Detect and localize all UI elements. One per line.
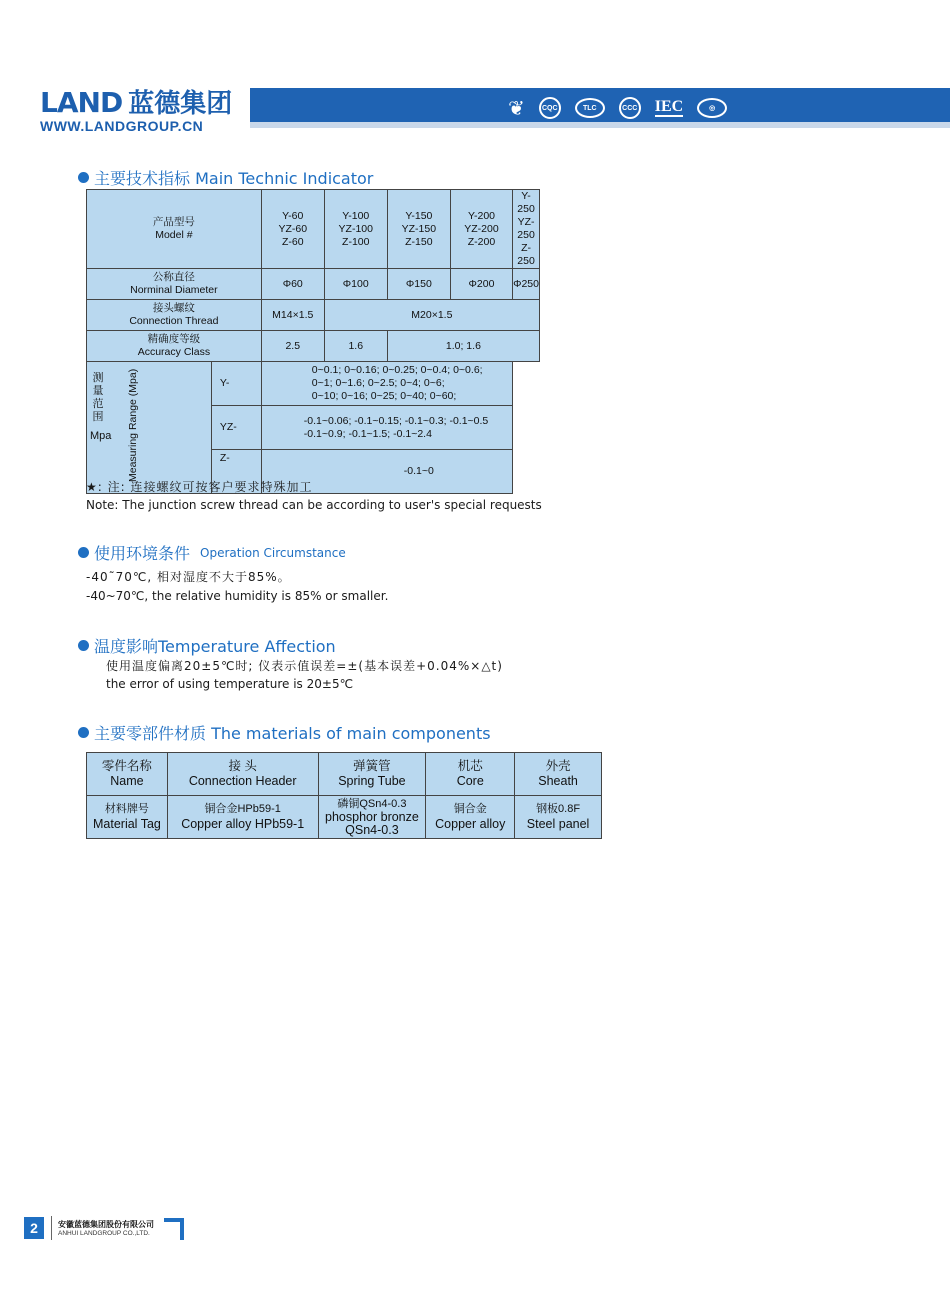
iec-icon: IEC [654,98,684,115]
logo-land: LAND [40,86,123,119]
section-title-materials: 主要零部件材质 The materials of main components [78,721,491,744]
range-label-yz: YZ- [211,406,261,450]
range-en: Measuring Range (Mpa) [127,368,139,482]
materials-table [86,752,602,839]
technic-table [86,189,540,494]
thread-cell: M20×1.5 [324,300,539,331]
range-unit: Mpa [90,430,112,442]
tlc-icon: TLC [575,98,605,118]
bullet-icon [78,547,89,558]
logo [40,88,232,119]
note-cn: ★: 注: 连接螺纹可按客户要求特殊加工 [86,480,313,494]
model-cell: Y-60 YZ-60 Z-60 [261,190,324,269]
ccc-icon: CCC [619,97,641,119]
footer-company-en: ANHUI LANDGROUP CO.,LTD. [58,1230,150,1237]
header-cell: 弹簧管 Spring Tube [318,753,426,796]
cqc-icon: CQC [539,97,561,119]
temperature-cn: 使用温度偏离20±5℃时; 仪表示值误差=±(基本误差+0.04%×△t) [106,659,503,673]
table-row [87,300,540,331]
corner-mark-icon [164,1218,184,1240]
diameter-cell: Φ100 [324,269,387,300]
model-cell: Y-100 YZ-100 Z-100 [324,190,387,269]
material-cell: 铜合金 Copper alloy [426,796,515,839]
table-row [87,190,540,269]
model-header: 产品型号 Model # [87,190,262,269]
material-cell: 材料牌号 Material Tag [87,796,168,839]
header-cell: 机芯 Core [426,753,515,796]
website-url: WWW.LANDGROUP.CN [40,118,204,134]
diameter-cell: Φ150 [387,269,450,300]
bullet-icon [78,172,89,183]
cert-seal-icon: ◎ [697,98,727,118]
thread-cell: M14×1.5 [261,300,324,331]
range-label-z: Z- [211,450,261,494]
logo-cn: 蓝德集团 [128,89,233,119]
note-en: Note: The junction screw thread can be according to user's special requests [86,498,542,512]
table-row [87,753,602,796]
section-title-technic: 主要技术指标 Main Technic Indicator [78,166,373,189]
header-cell: 零件名称 Name [87,753,168,796]
section-title-operation: 使用环境条件 Operation Circumstance [78,541,346,564]
thread-header: 接头螺纹 Connection Thread [87,300,262,331]
range-label-y: Y- [211,362,261,406]
temperature-en: the error of using temperature is 20±5℃ [106,677,354,691]
range-values-yz: -0.1~0.06; -0.1~0.15; -0.1~0.3; -0.1~0.5 -0.1~0.9; -0.1~1.5; -0.1~2.4 [261,406,512,450]
accuracy-header: 精确度等级 Accuracy Class [87,331,262,362]
table-row [87,362,540,406]
accuracy-cell: 1.0; 1.6 [387,331,539,362]
footer-divider [51,1216,52,1240]
model-cell: Y-200 YZ-200 Z-200 [450,190,512,269]
material-cell: 钢板0.8F Steel panel [515,796,602,839]
accuracy-cell: 2.5 [261,331,324,362]
footer-company-cn: 安徽蓝德集团股份有限公司 [58,1220,154,1229]
operation-en: -40~70℃, the relative humidity is 85% or smaller. [86,589,389,603]
page-number: 2 [24,1217,44,1239]
table-row [87,331,540,362]
material-cell: 铜合金HPb59-1 Copper alloy HPb59-1 [167,796,318,839]
table-row [87,269,540,300]
header-cell: 接 头 Connection Header [167,753,318,796]
diameter-cell: Φ200 [450,269,512,300]
bullet-icon [78,640,89,651]
material-cell: 磷铜QSn4-0.3 phosphor bronze QSn4-0.3 [318,796,426,839]
operation-cn: -40˜70℃, 相对湿度不大于85%。 [86,570,291,584]
model-cell: Y-150 YZ-150 Z-150 [387,190,450,269]
bullet-icon [78,727,89,738]
range-values-y: 0~0.1; 0~0.16; 0~0.25; 0~0.4; 0~0.6; 0~1; 0~1.6; 0~2.5; 0~4; 0~6; 0~10; 0~16; 0~25; 0~40; 0~60; [261,362,512,406]
diameter-header: 公称直径 Norminal Diameter [87,269,262,300]
range-values-z: -0.1~0 [261,450,512,494]
header-cell: 外壳 Sheath [515,753,602,796]
leaf-icon: ❦ [508,96,525,120]
section-title-temperature: 温度影响Temperature Affection [78,634,336,657]
range-cn: 测 量 范 围 [92,372,104,423]
range-header [87,362,212,494]
table-row [87,796,602,839]
diameter-cell: Φ250 [513,269,540,300]
diameter-cell: Φ60 [261,269,324,300]
accuracy-cell: 1.6 [324,331,387,362]
certification-marks [508,96,727,120]
model-cell: Y-250 YZ-250 Z-250 [513,190,540,269]
